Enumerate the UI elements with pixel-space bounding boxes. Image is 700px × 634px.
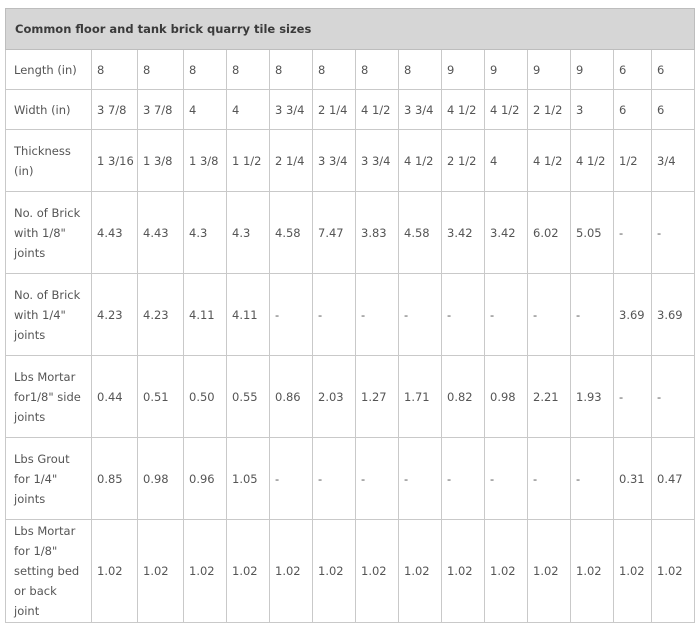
table-cell: - [528,274,571,356]
table-cell: 1.27 [356,356,399,438]
table-cell: 8 [270,50,313,90]
table-cell: 8 [356,50,399,90]
table-cell: 1.02 [485,520,528,623]
table-cell: 4.11 [184,274,227,356]
table-cell: - [571,274,614,356]
table-body [6,50,695,623]
table-cell: 3 3/4 [313,130,356,192]
table-cell: 5.05 [571,192,614,274]
table-row [6,90,695,130]
table-cell: 9 [485,50,528,90]
table-cell: 1.93 [571,356,614,438]
table-cell: - [614,192,652,274]
table-cell: 7.47 [313,192,356,274]
table-cell: - [485,438,528,520]
table-cell: 6 [652,50,695,90]
table-cell: 4 1/2 [485,90,528,130]
table-row [6,130,695,192]
table-cell: 2 1/2 [528,90,571,130]
table-cell: 1.05 [227,438,270,520]
table-cell: 0.82 [442,356,485,438]
table-cell: - [356,274,399,356]
row-label: Lbs Mortar for1/8" side joints [6,356,92,438]
table-cell: - [528,438,571,520]
table-cell: - [270,274,313,356]
table-cell: 9 [528,50,571,90]
table-cell: 3.83 [356,192,399,274]
table-cell: - [571,438,614,520]
table-cell: 1 3/8 [184,130,227,192]
table-cell: 3.42 [442,192,485,274]
table-caption-row [6,9,695,50]
table-cell: 4.58 [399,192,442,274]
table-cell: 0.51 [138,356,184,438]
table-cell: 0.47 [652,438,695,520]
table-cell: 4.23 [138,274,184,356]
table-cell: 1.02 [227,520,270,623]
table-cell: 2.03 [313,356,356,438]
table-cell: 8 [313,50,356,90]
table-cell: 1.02 [184,520,227,623]
table-cell: - [485,274,528,356]
table-cell: 4.43 [138,192,184,274]
table-cell: 3.69 [614,274,652,356]
table-cell: 1.71 [399,356,442,438]
table-cell: 8 [399,50,442,90]
row-label: No. of Brick with 1/8" joints [6,192,92,274]
table-cell: 3 3/4 [356,130,399,192]
table-cell: 4.3 [184,192,227,274]
table-cell: - [270,438,313,520]
table-cell: 1 3/8 [138,130,184,192]
table-cell: - [652,192,695,274]
row-label: Thickness (in) [6,130,92,192]
table-cell: 0.55 [227,356,270,438]
row-label: Lbs Grout for 1/4" joints [6,438,92,520]
table-cell: 3.42 [485,192,528,274]
table-cell: 4.23 [92,274,138,356]
table-cell: 8 [92,50,138,90]
table-cell: 3 7/8 [138,90,184,130]
table-cell: 1.02 [652,520,695,623]
table-cell: 6 [614,50,652,90]
table-cell: 4.11 [227,274,270,356]
table-cell: 4 1/2 [356,90,399,130]
table-cell: 2.21 [528,356,571,438]
table-cell: 4.3 [227,192,270,274]
table-cell: 3/4 [652,130,695,192]
table-cell: 1 3/16 [92,130,138,192]
table-cell: 4.58 [270,192,313,274]
table-cell: 1.02 [399,520,442,623]
table-cell: 1 1/2 [227,130,270,192]
table-cell: - [356,438,399,520]
table-cell: 4 1/2 [399,130,442,192]
table-cell: 2 1/2 [442,130,485,192]
table-cell: 1.02 [528,520,571,623]
table-row [6,520,695,623]
table-cell: 8 [184,50,227,90]
table-cell: 0.85 [92,438,138,520]
table-title: Common floor and tank brick quarry tile sizes [6,9,695,50]
table-row [6,274,695,356]
table-cell: 1.02 [442,520,485,623]
table-cell: 1.02 [571,520,614,623]
table-cell: 4 1/2 [528,130,571,192]
table-cell: 4 1/2 [442,90,485,130]
table-row [6,356,695,438]
table-cell: 0.50 [184,356,227,438]
table-cell: - [399,274,442,356]
table-cell: 0.98 [485,356,528,438]
table-cell: 0.31 [614,438,652,520]
table-cell: - [442,274,485,356]
table-cell: - [313,438,356,520]
table-cell: 0.86 [270,356,313,438]
table-cell: 3 3/4 [399,90,442,130]
table-cell: 8 [227,50,270,90]
table-cell: 0.44 [92,356,138,438]
table-cell: 4 [227,90,270,130]
table-wrapper [5,8,694,623]
table-cell: 1.02 [614,520,652,623]
table-cell: - [442,438,485,520]
table-cell: 1.02 [92,520,138,623]
table-cell: 3 7/8 [92,90,138,130]
table-cell: 3 [571,90,614,130]
table-cell: - [652,356,695,438]
table-cell: 1.02 [356,520,399,623]
table-cell: 4 1/2 [571,130,614,192]
table-cell: 1.02 [270,520,313,623]
table-row [6,192,695,274]
table-cell: 9 [571,50,614,90]
table-cell: 6 [652,90,695,130]
row-label: Lbs Mortar for 1/8" setting bed or back joint [6,520,92,623]
table-row [6,438,695,520]
table-cell: - [399,438,442,520]
table-cell: 4 [184,90,227,130]
table-cell: 2 1/4 [270,130,313,192]
table-cell: 1.02 [313,520,356,623]
table-cell: - [614,356,652,438]
table-cell: 8 [138,50,184,90]
brick-sizes-table [5,8,695,623]
table-cell: 4 [485,130,528,192]
table-cell: 6.02 [528,192,571,274]
table-cell: 6 [614,90,652,130]
row-label: Width (in) [6,90,92,130]
table-cell: 0.98 [138,438,184,520]
table-cell: - [313,274,356,356]
row-label: No. of Brick with 1/4" joints [6,274,92,356]
row-label: Length (in) [6,50,92,90]
table-cell: 1/2 [614,130,652,192]
table-cell: 2 1/4 [313,90,356,130]
table-cell: 3.69 [652,274,695,356]
table-cell: 9 [442,50,485,90]
table-cell: 1.02 [138,520,184,623]
table-row [6,50,695,90]
table-cell: 3 3/4 [270,90,313,130]
table-cell: 0.96 [184,438,227,520]
table-cell: 4.43 [92,192,138,274]
